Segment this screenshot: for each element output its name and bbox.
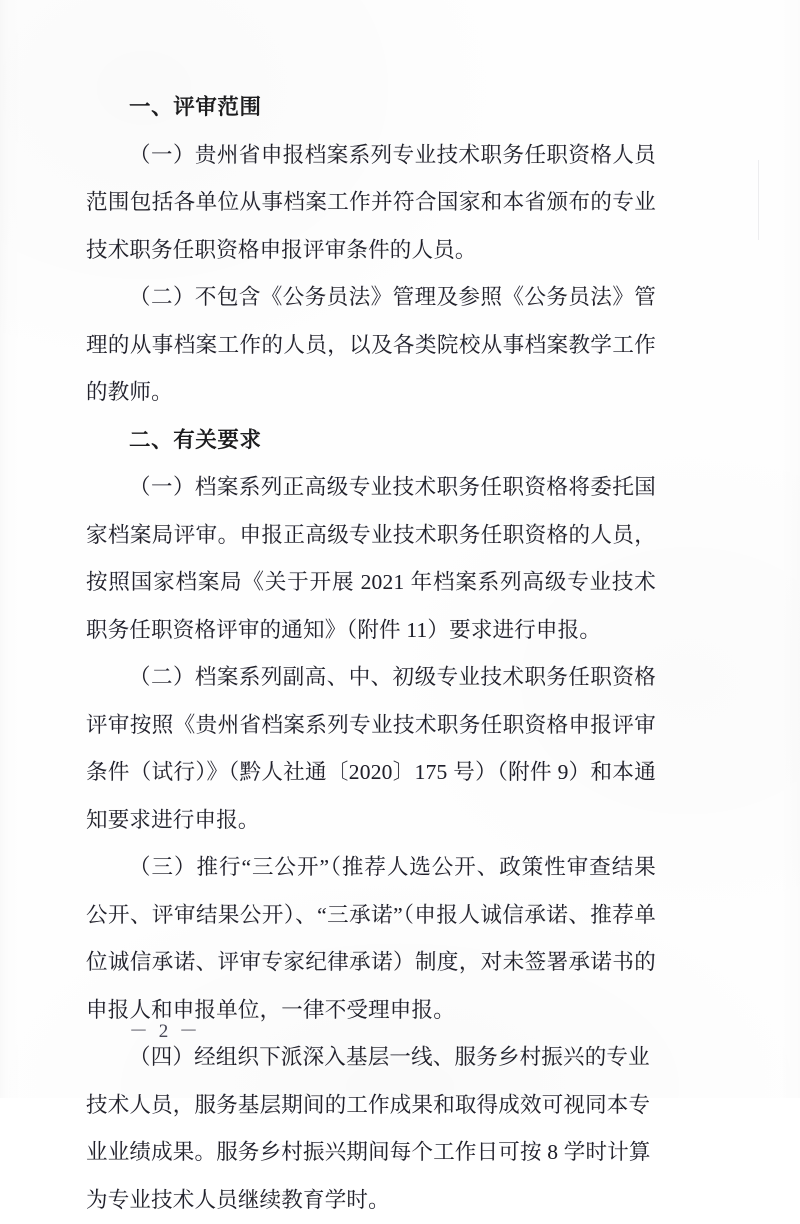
document-text-column: [86, 84, 656, 1224]
paragraph-requirement-item-3: （三）推行“三公开”（推荐人选公开、政策性审查结果公开、评审结果公开）、“三承诺”（申报人诚信承诺、推荐单位诚信承诺、评审专家纪律承诺）制度，对未签署承诺书的申报人和申报单位，一律不受理申报。: [86, 855, 656, 1022]
paragraph-requirement-item-1: （一）档案系列正高级专业技术职务任职资格将委托国家档案局评审。申报正高级专业技术职务任职资格的人员，按照国家档案局《关于开展 2021 年档案系列高级专业技术职务任职资格评审的通知》（附件 11）要求进行申报。: [86, 475, 656, 642]
section-heading-evaluation-scope: 一、评审范围: [129, 95, 262, 119]
paragraph-scope-item-1: （一）贵州省申报档案系列专业技术职务任职资格人员范围包括各单位从事档案工作并符合国家和本省颁布的专业技术职务任职资格申报评审条件的人员。: [86, 142, 656, 262]
paragraph-requirement-item-4: （四）经组织下派深入基层一线、服务乡村振兴的专业技术人员，服务基层期间的工作成果和取得成效可视同本专业业绩成果。服务乡村振兴期间每个工作日可按 8 学时计算为专业技术人员继续教育学时。: [86, 1045, 651, 1212]
page-number-footer: － 2 －: [128, 1021, 201, 1042]
paragraph-requirement-item-2: （二）档案系列副高、中、初级专业技术职务任职资格评审按照《贵州省档案系列专业技术职务任职资格申报评审条件（试行）》（黔人社通〔2020〕175 号）（附件 9）和本通知要求进行申报。: [86, 665, 656, 832]
paragraph-scope-item-2: （二）不包含《公务员法》管理及参照《公务员法》管理的从事档案工作的人员，以及各类院校从事档案教学工作的教师。: [86, 285, 656, 404]
scan-artifact-streak: [758, 160, 759, 240]
section-heading-relevant-requirements: 二、有关要求: [129, 427, 262, 452]
